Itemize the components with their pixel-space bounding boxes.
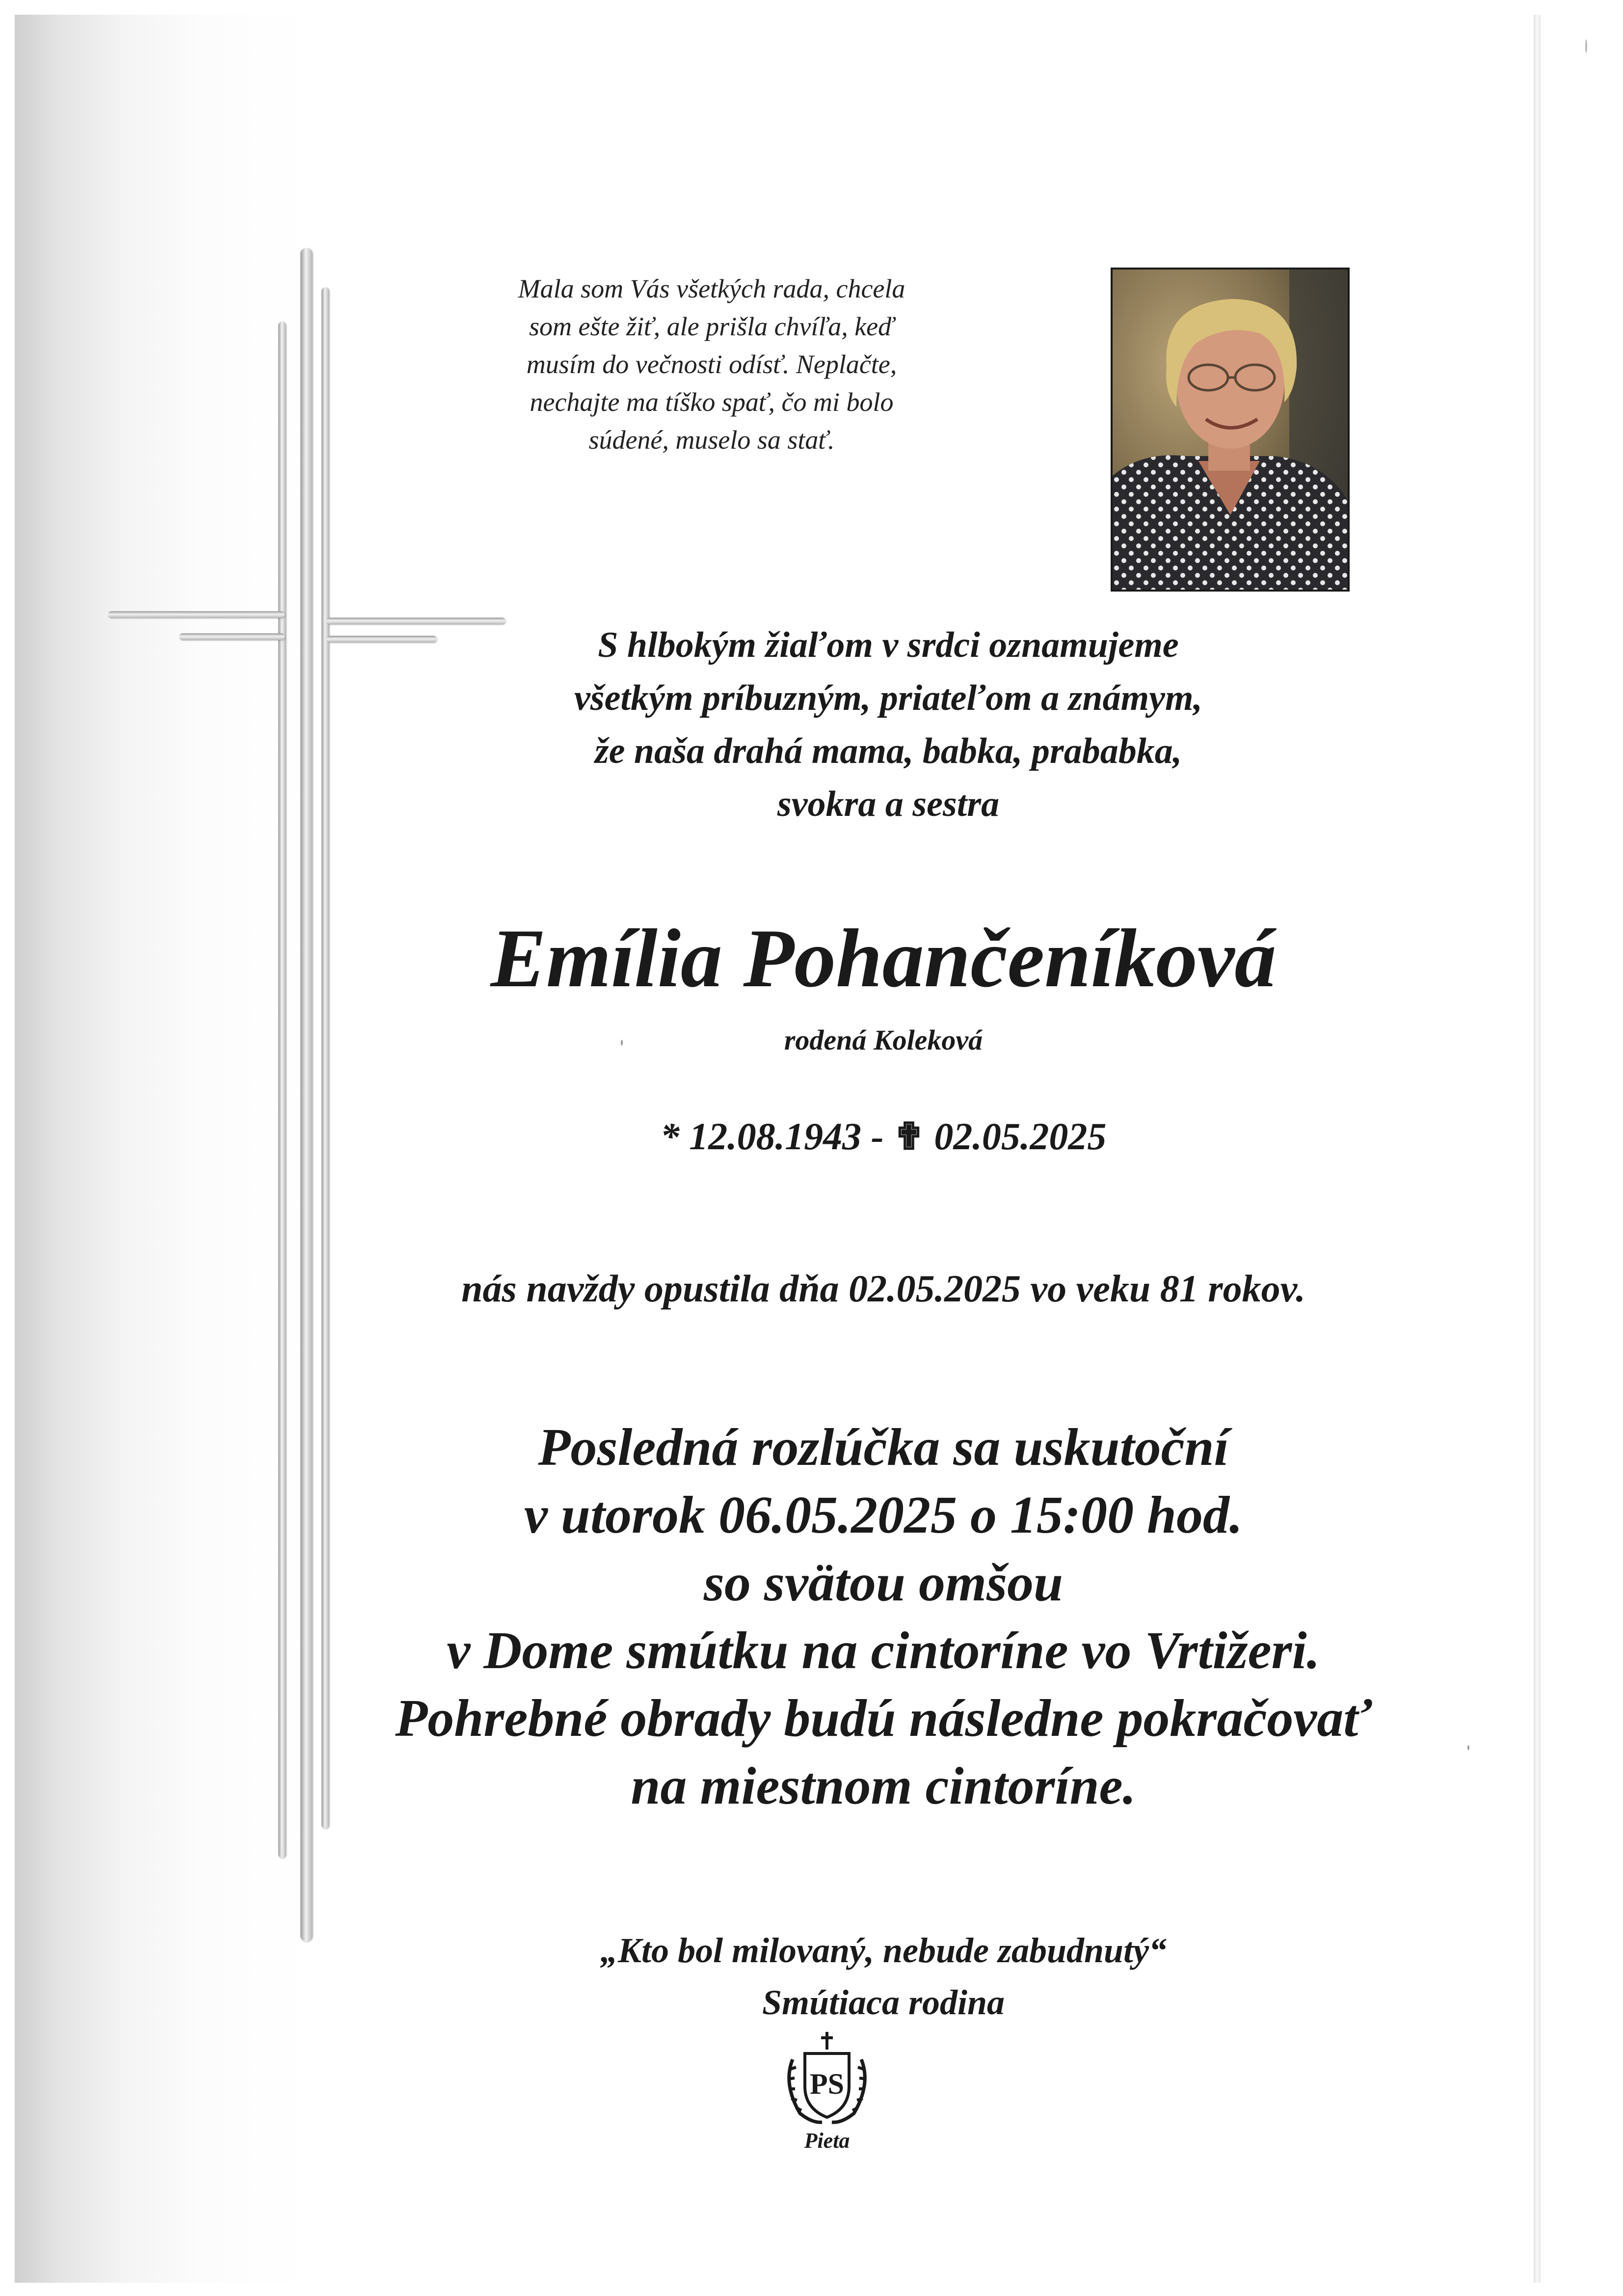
funeral-line: so svätou omšou [703,1554,1064,1612]
intro-line: všetkým príbuzným, priateľom a známym, [574,678,1203,718]
verse-line: Mala som Vás všetkých rada, chcela [518,274,905,303]
pieta-logo [756,2030,898,2158]
maiden-name: rodená Koleková [784,1024,983,1056]
verse-line: som ešte žiť, ale prišla chvíľa, keď [529,312,894,341]
portrait-photo [1111,268,1350,592]
pieta-emblem-icon [756,2030,898,2128]
verse-line: súdené, muselo sa stať. [588,425,835,455]
funeral-line: v Dome smútku na cintoríne vo Vrtižeri. [447,1621,1320,1680]
death-date: 02.05.2025 [934,1115,1107,1158]
memorial-verse [442,270,982,459]
closing-quote [442,1924,1325,2028]
logo-text: Pieta [804,2129,850,2153]
logo-monogram: PS [809,2068,845,2100]
funeral-details [270,1414,1497,1820]
family-signature: Smútiaca rodina [762,1983,1005,2022]
scan-speck [1585,39,1587,53]
verse-line: musím do večnosti odísť. Neplačte, [526,350,897,379]
intro-line: že naša drahá mama, babka, prababka, [594,731,1182,771]
intro-line: svokra a sestra [777,784,1000,824]
funeral-line: Pohrebné obrady budú následne pokračovať [395,1689,1372,1748]
funeral-line: v utorok 06.05.2025 o 15:00 hod. [524,1486,1243,1544]
quote-line: „Kto bol milovaný, nebude zabudnutý“ [600,1931,1167,1970]
verse-line: nechajte ma tíško spať, čo mi bolo [530,387,894,417]
announcement-intro [334,619,1443,831]
cross-arm-left-top [108,611,285,618]
birth-date: * 12.08.1943 - [660,1115,884,1158]
funeral-line: na miestnom cintoríne. [631,1757,1136,1815]
scan-speck [1467,1745,1469,1750]
scan-speck [621,1040,623,1046]
life-dates [442,1114,1325,1159]
funeral-line: Posledná rozlúčka sa uskutoční [538,1418,1229,1477]
death-cross-icon: ✟ [893,1116,925,1158]
intro-line: S hlbokým žiaľom v srdci oznamujeme [598,625,1179,665]
cross-arm-left-bottom [179,633,285,640]
deceased-name: Emília Pohančeníková [490,912,1277,1004]
portrait-illustration [1113,270,1348,590]
passed-away-statement: nás navždy opustila dňa 02.05.2025 vo veku 81 rokov. [461,1267,1305,1310]
paper-edge [1534,15,1541,2283]
